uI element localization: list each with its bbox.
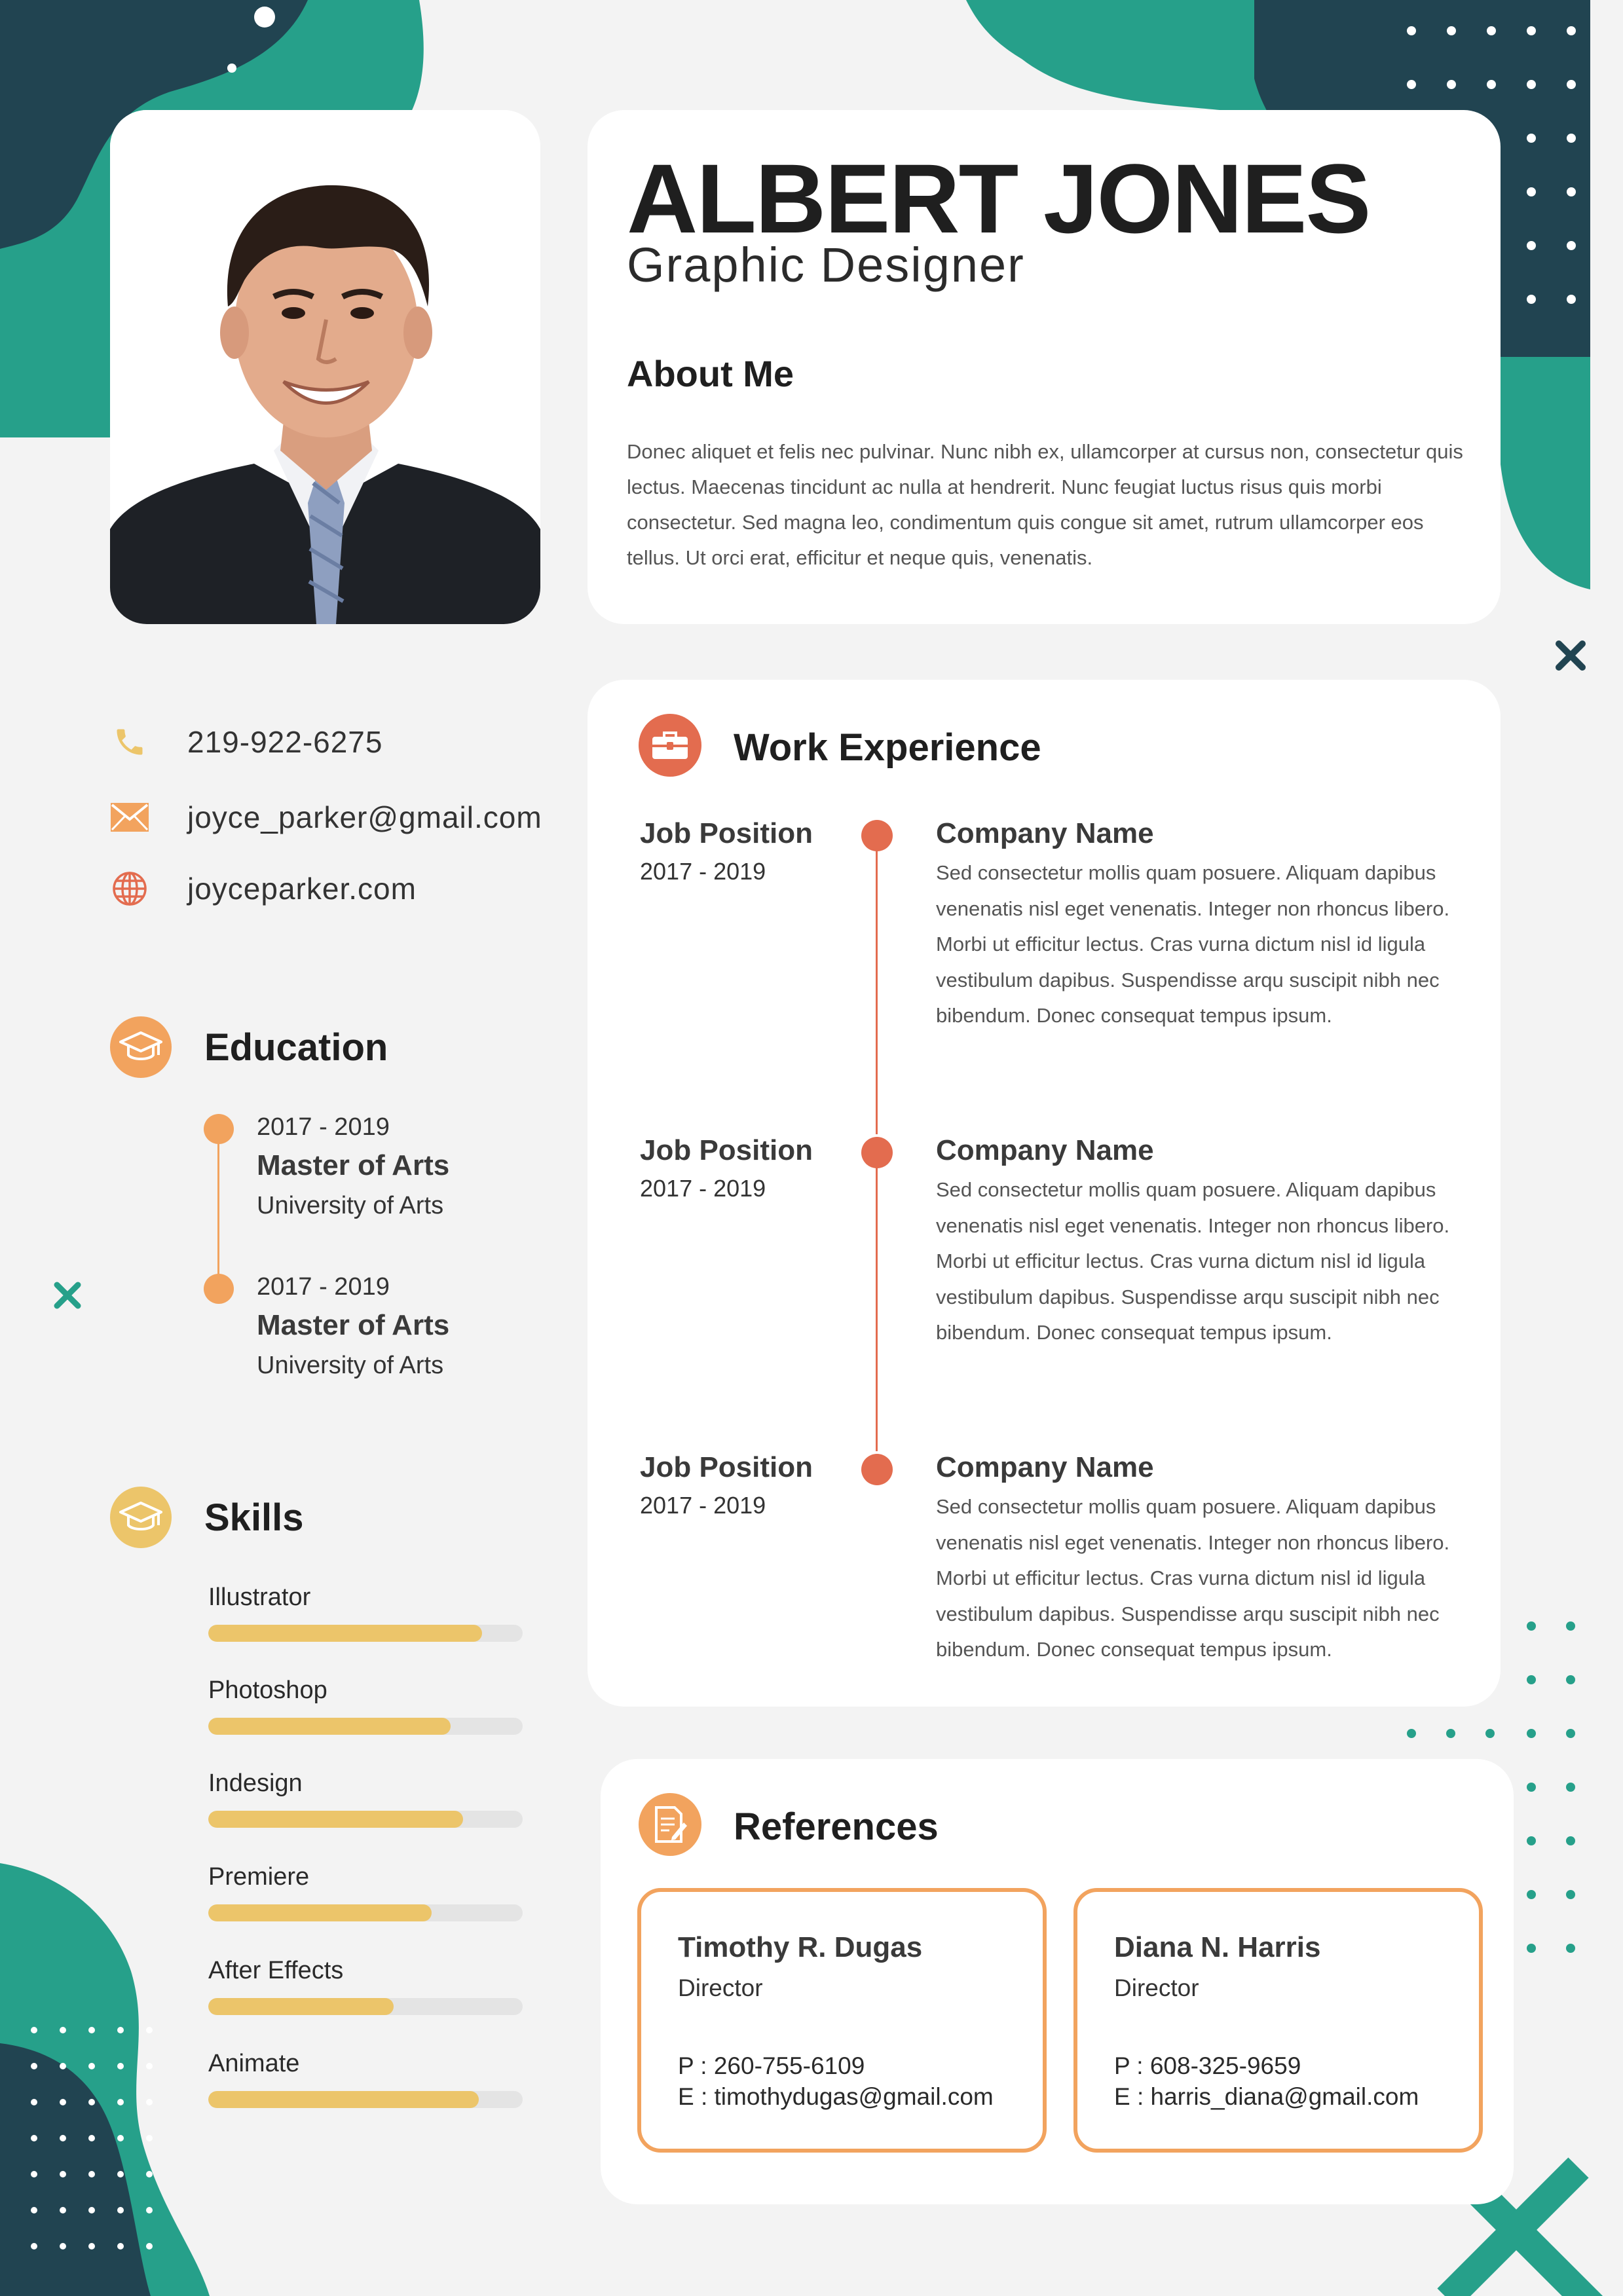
- education-years: 2017 - 2019: [257, 1273, 390, 1301]
- globe-icon: [110, 869, 149, 908]
- skills-label: Skills: [204, 1496, 304, 1539]
- close-x-icon: [1559, 644, 1582, 667]
- timeline-dot: [861, 820, 893, 851]
- graduation-cap-icon: [110, 1016, 172, 1078]
- skill-bar-fill: [208, 1625, 482, 1642]
- about-text: Donec aliquet et felis nec pulvinar. Nunc nibh ex, ullamcorper at cursus non, consectetur quis lectus. Maecenas tincidunt ac nulla at hendrerit. Nunc feugiat luctus risus quis morbi consectetur. Sed magna leo, condimentum quis congue sit amet, rutrum ullamcorper eos tellus. Ut orci erat, efficitur et neque quis, venenatis.: [627, 440, 1463, 569]
- education-heading: [110, 1016, 388, 1078]
- skill-bar-fill: [208, 2091, 479, 2108]
- job-years: 2017 - 2019: [640, 1492, 766, 1519]
- reference-email[interactable]: E : harris_diana@gmail.com: [1114, 2083, 1419, 2110]
- work-experience-card: [588, 680, 1501, 1707]
- reference-role: Director: [1114, 1974, 1199, 2001]
- education-degree: Master of Arts: [257, 1309, 450, 1341]
- skill-label: Photoshop: [208, 1676, 327, 1704]
- reference-name: Diana N. Harris: [1114, 1931, 1321, 1963]
- reference-name: Timothy R. Dugas: [678, 1931, 923, 1963]
- job-description: Sed consectetur mollis quam posuere. Aliquam dapibus venenatis nisl eget venenatis. Integer non rhoncus libero. Morbi ut efficitur lectus. Cras vurna dictum nisl id ligula vestibulum dapibus. Suspendisse arqu suscipit nibh nec bibendum. Donec consequat tempus ipsum.: [936, 861, 1450, 1027]
- skill-bar: [208, 1811, 523, 1828]
- header-card: [588, 110, 1501, 624]
- email-text: joyce_parker@gmail.com: [187, 800, 542, 834]
- education-school: University of Arts: [257, 1352, 444, 1379]
- profile-photo: [110, 110, 540, 624]
- reference-phone: P : 260-755-6109: [678, 2052, 865, 2079]
- job-years: 2017 - 2019: [640, 858, 766, 885]
- left-x-mark: [57, 1285, 78, 1306]
- skill-bar: [208, 1718, 523, 1735]
- skill-bar-fill: [208, 1904, 432, 1921]
- document-edit-icon: [639, 1793, 701, 1856]
- contact-phone[interactable]: [110, 719, 382, 765]
- timeline-dot: [861, 1454, 893, 1485]
- company-name: Company Name: [936, 1451, 1154, 1483]
- phone-text: 219-922-6275: [187, 725, 383, 759]
- job-description: Sed consectetur mollis quam posuere. Aliquam dapibus venenatis nisl eget venenatis. Integer non rhoncus libero. Morbi ut efficitur lectus. Cras vurna dictum nisl id ligula vestibulum dapibus. Suspendisse arqu suscipit nibh nec bibendum. Donec consequat tempus ipsum.: [936, 1178, 1450, 1344]
- contact-website[interactable]: [110, 866, 417, 912]
- skill-label: After Effects: [208, 1957, 344, 1984]
- skill-label: Premiere: [208, 1863, 310, 1891]
- phone-icon: [110, 722, 149, 762]
- education-years: 2017 - 2019: [257, 1113, 390, 1141]
- job-position: Job Position: [640, 817, 813, 849]
- skill-bar: [208, 2091, 523, 2108]
- skill-bar-fill: [208, 1811, 463, 1828]
- person-name: ALBERT JONES: [627, 143, 1370, 253]
- graduation-cap-icon: [110, 1487, 172, 1548]
- reference-email[interactable]: E : timothydugas@gmail.com: [678, 2083, 994, 2110]
- skills-heading: [110, 1487, 304, 1548]
- company-name: Company Name: [936, 1134, 1154, 1166]
- about-heading: About Me: [627, 353, 794, 394]
- website-text: joyceparker.com: [187, 872, 417, 906]
- briefcase-icon: [639, 714, 701, 777]
- skill-bar-fill: [208, 1998, 394, 2015]
- job-position: Job Position: [640, 1451, 813, 1483]
- timeline-dot: [204, 1114, 234, 1144]
- reference-box: [1073, 1888, 1483, 2153]
- references-card: [601, 1759, 1514, 2204]
- references-title: References: [734, 1805, 939, 1848]
- job-description: Sed consectetur mollis quam posuere. Aliquam dapibus venenatis nisl eget venenatis. Integer non rhoncus libero. Morbi ut efficitur lectus. Cras vurna dictum nisl id ligula vestibulum dapibus. Suspendisse arqu suscipit nibh nec bibendum. Donec consequat tempus ipsum.: [936, 1495, 1450, 1661]
- reference-role: Director: [678, 1974, 763, 2001]
- education-school: University of Arts: [257, 1192, 444, 1219]
- skill-bar: [208, 1904, 523, 1921]
- job-title: Graphic Designer: [627, 238, 1025, 292]
- job-position: Job Position: [640, 1134, 813, 1166]
- work-timeline-line: [876, 849, 878, 1134]
- education-degree: Master of Arts: [257, 1149, 450, 1181]
- work-experience-title: Work Experience: [734, 726, 1041, 769]
- skill-label: Indesign: [208, 1769, 303, 1797]
- company-name: Company Name: [936, 817, 1154, 849]
- job-years: 2017 - 2019: [640, 1175, 766, 1202]
- education-timeline: [217, 1128, 219, 1289]
- education-label: Education: [204, 1026, 388, 1069]
- contact-email[interactable]: [110, 794, 542, 840]
- mail-icon: [110, 798, 149, 837]
- skill-bar-fill: [208, 1718, 451, 1735]
- reference-phone: P : 608-325-9659: [1114, 2052, 1301, 2079]
- reference-box: [637, 1888, 1047, 2153]
- skill-bar: [208, 1998, 523, 2015]
- timeline-dot: [204, 1274, 234, 1304]
- skill-label: Illustrator: [208, 1583, 311, 1611]
- portrait-image: [110, 110, 540, 624]
- skill-label: Animate: [208, 2050, 300, 2077]
- skill-bar: [208, 1625, 523, 1642]
- work-timeline-line: [876, 1166, 878, 1451]
- timeline-dot: [861, 1137, 893, 1168]
